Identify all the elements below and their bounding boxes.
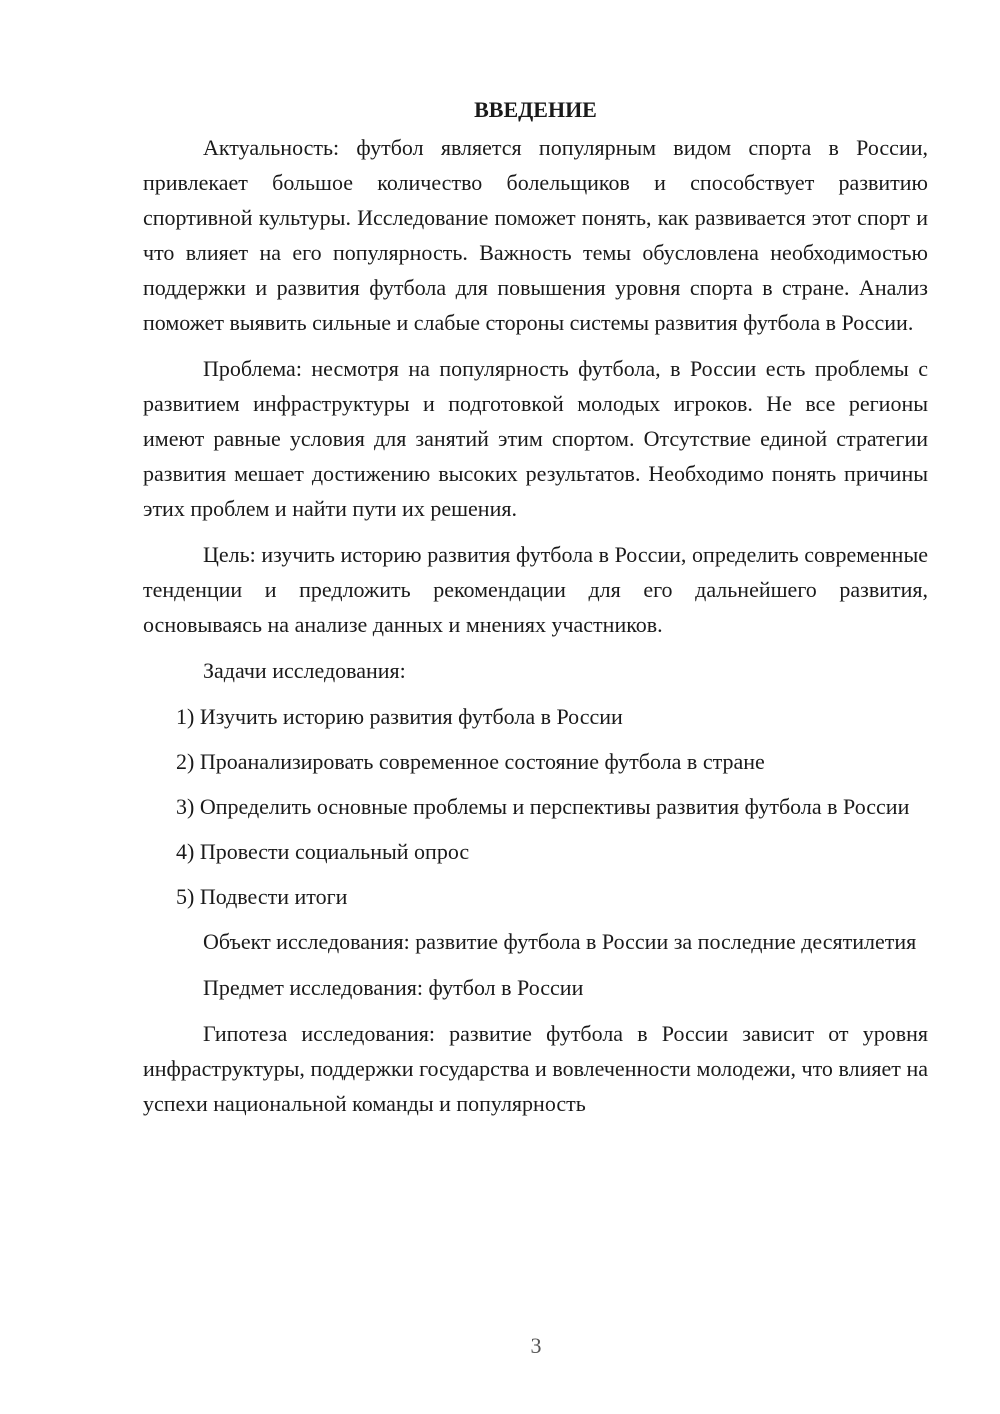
- subject-paragraph: Предмет исследования: футбол в России: [203, 975, 584, 1000]
- hypothesis-paragraph: Гипотеза исследования: развитие футбола в России зависит от уровня инфраструктуры, поддержки государства и вовлеченности молодежи, что влияет на успехи национальной команды и популярность: [143, 1021, 928, 1116]
- page-number: 3: [530, 1333, 542, 1358]
- task-item: 2) Проанализировать современное состояние футбола в стране: [176, 749, 765, 774]
- problem-paragraph: Проблема: несмотря на популярность футбола, в России есть проблемы с развитием инфраструктуры и подготовкой молодых игроков. Не все регионы имеют равные условия для занятий этим спортом. Отсутствие единой стратегии развития мешает достижению высоких результатов. Необходимо понять причины этих проблем и найти пути их решения.: [143, 356, 928, 521]
- document-page: [143, 92, 928, 1121]
- task-item: 5) Подвести итоги: [176, 884, 348, 909]
- task-item: 1) Изучить историю развития футбола в России: [176, 704, 623, 729]
- relevance-paragraph: Актуальность: футбол является популярным видом спорта в России, привлекает большое количество болельщиков и способствует развитию спортивной культуры. Исследование поможет понять, как развивается этот спорт и что влияет на его популярность. Важность темы обусловлена необходимостью поддержки и развития футбола для повышения уровня спорта в стране. Анализ поможет выявить сильные и слабые стороны системы развития футбола в России.: [143, 135, 928, 335]
- page-title: ВВЕДЕНИЕ: [474, 97, 597, 122]
- object-paragraph: Объект исследования: развитие футбола в России за последние десятилетия: [203, 929, 917, 954]
- task-item: 4) Провести социальный опрос: [176, 839, 470, 864]
- goal-paragraph: Цель: изучить историю развития футбола в России, определить современные тенденции и предложить рекомендации для его дальнейшего развития, основываясь на анализе данных и мнениях участников.: [143, 542, 928, 637]
- tasks-heading: Задачи исследования:: [203, 658, 406, 683]
- task-item: 3) Определить основные проблемы и перспективы развития футбола в России: [176, 794, 910, 819]
